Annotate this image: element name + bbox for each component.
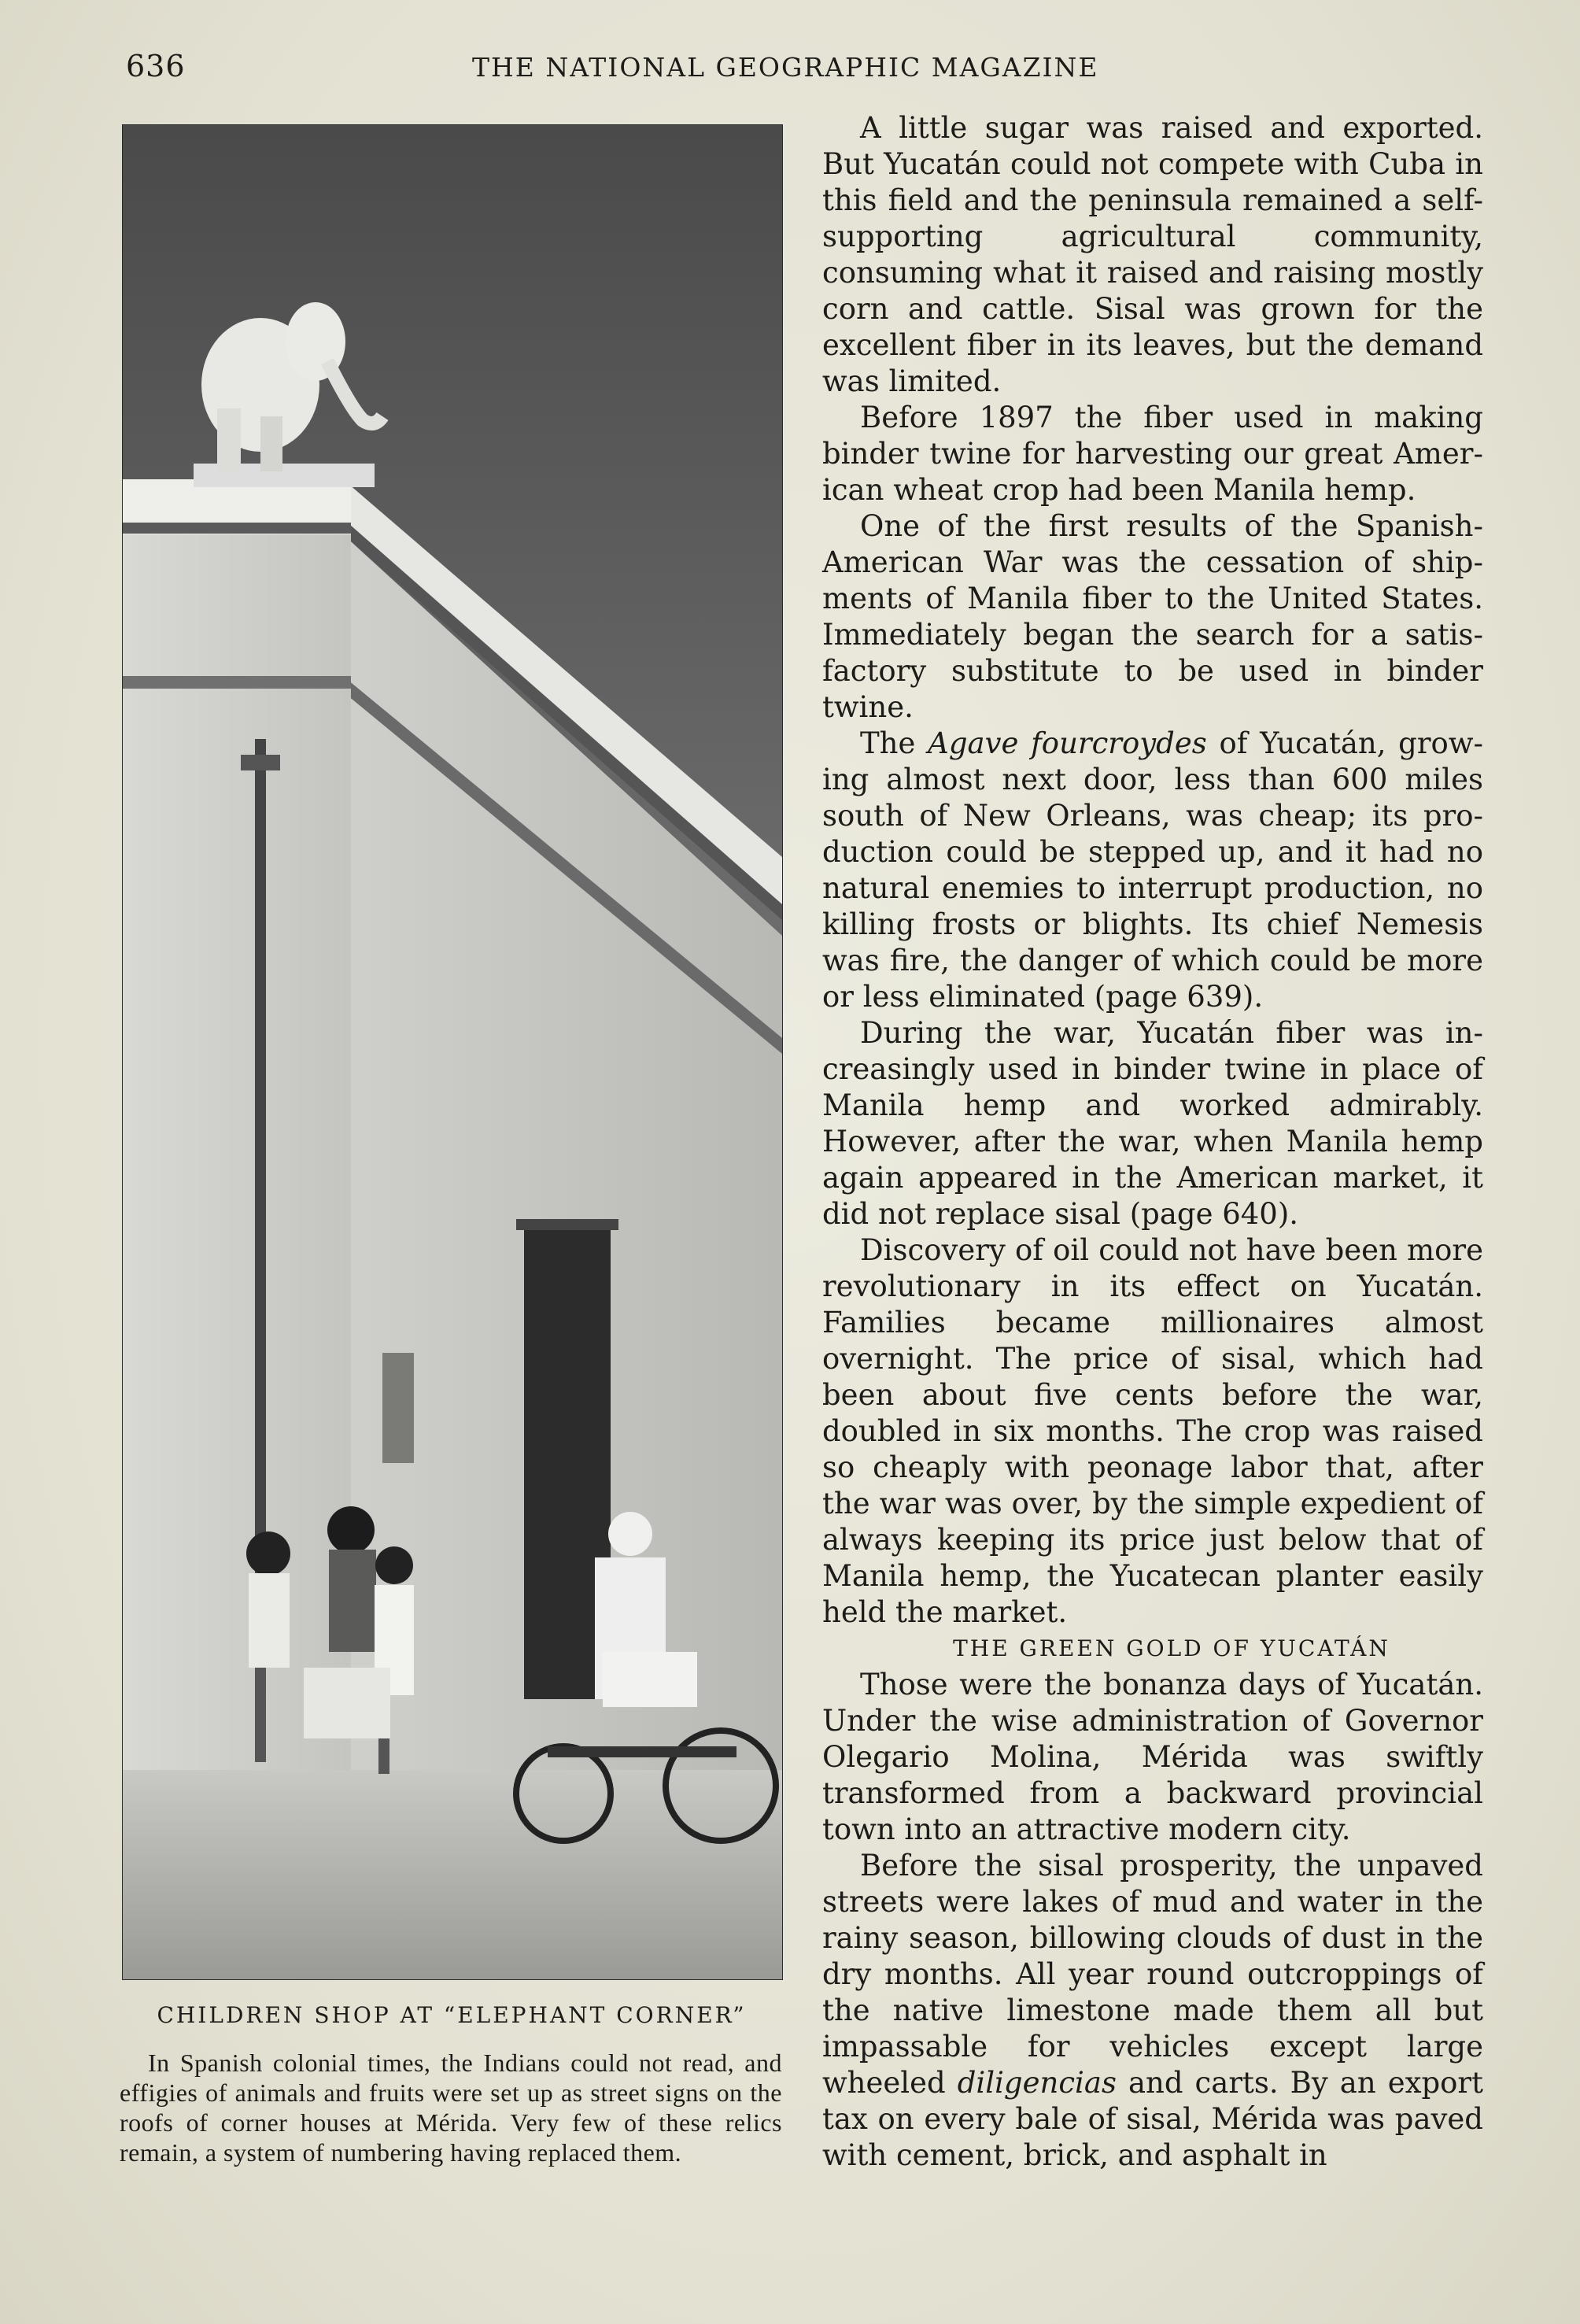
section-heading: THE GREEN GOLD OF YUCATÁN [953, 1635, 1390, 1661]
photo-caption-title: CHILDREN SHOP AT “ELEPHANT CORNER” [157, 2002, 747, 2028]
photo-illustration [123, 125, 782, 1979]
article-paragraph: Discovery of oil could not have been more revolutionary in its effect on Yucatán. Families became millionaires almost overnight. The price of sisal, which had been about five cents before the war, doubled in six months. The crop was raised so cheaply with peonage labor that, after the war was over, by the simple expedient of always keeping its price just below that of Manila hemp, the Yucatecan planter easily held the market. [822, 1233, 1483, 1629]
page-number: 636 [126, 49, 186, 83]
article-paragraph [822, 726, 1483, 1015]
elephant-corner-photo [122, 124, 783, 1980]
paragraph-text: Before the sisal prosperity, the unpaved streets were lakes of mud and water in the rainy season, billowing clouds of dust in the dry months. All year round outcroppings of the native limestone made them all but impassable for vehicles except large wheeled [822, 1849, 1483, 2100]
article-paragraph: Before 1897 the fiber used in making binder twine for harvesting our great American wheat crop had been Manila hemp. [822, 401, 1483, 507]
page-header [126, 49, 1495, 96]
paragraph-text: of Yucatán, growing almost next door, less than 600 miles south of New Orleans, was cheap; its production could be stepped up, and it had no natural enemies to interrupt production, no killing frosts or blights. Its chief Nemesis was fire, the danger of which could be more or less eliminated (page 639). [822, 726, 1484, 1014]
article-column [822, 110, 1483, 2174]
article-paragraph [822, 1848, 1483, 2174]
article-paragraph: A little sugar was raised and exported. But Yucatán could not compete with Cuba in this field and the peninsula remained a self-supporting agricultural community, consuming what it raised and raising mostly corn and cattle. Sisal was grown for the excellent fiber in its leaves, but the demand was limited. [822, 111, 1483, 398]
article-paragraph: Those were the bonanza days of Yucatán. Under the wise administration of Governor Olegario Molina, Mérida was swiftly transformed from a backward provincial town into an attractive modern city. [822, 1668, 1483, 1846]
italic-term: diligencias [957, 2066, 1117, 2100]
italic-species-name: Agave fourcroydes [928, 726, 1207, 760]
article-paragraph: During the war, Yucatán fiber was increasingly used in binder twine in place of Manila hemp and worked admirably. However, after the war, when Manila hemp again appeared in the American market, it did not replace sisal (page 640). [822, 1016, 1483, 1231]
paragraph-text: and carts. By an export tax on every bale of sisal, Mérida was paved with cement, brick, and asphalt in [822, 2066, 1483, 2172]
article-paragraph: One of the first results of the Spanish-American War was the cessation of shipments of Manila fiber to the United States. Immediately began the search for a satisfactory substitute to be used in binder twine. [822, 509, 1483, 724]
paragraph-text: The [860, 726, 928, 760]
running-title: THE NATIONAL GEOGRAPHIC MAGAZINE [472, 52, 1099, 83]
photo-caption-body: In Spanish colonial times, the Indians could not read, and effigies of animals and fruits were set up as street signs on the roofs of corner houses at Mérida. Very few of these relics remain, a system of numbering having replaced them. [120, 2049, 782, 2167]
